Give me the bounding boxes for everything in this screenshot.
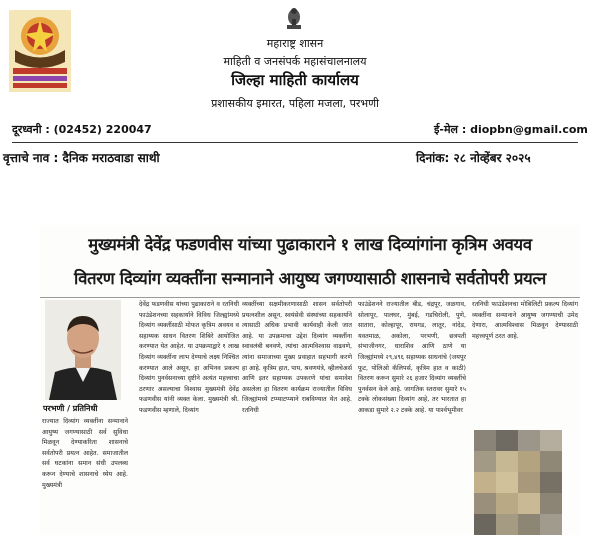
pixelated-image — [474, 430, 562, 535]
ashoka-emblem-icon — [284, 5, 304, 31]
letterhead-directorate: माहिती व जनसंपर्क महासंचालनालय — [223, 55, 367, 68]
letterhead-address: प्रशासकीय इमारत, पहिला मजला, परभणी — [211, 97, 379, 110]
clipping-date — [416, 149, 531, 166]
headline-line-1: मुख्यमंत्री देवेंद्र फडणवीस यांच्या पुढाकाराने १ लाख दिव्यांगांना कृत्रिम अवयव — [88, 235, 532, 254]
phone-number: (02452) 220047 — [53, 123, 152, 136]
article-column-4: फाउंडेशनने राज्यातील बीड, चंद्रपूर, जळगाव, सोलापूर, पालघर, मुंबई, गडचिरोली, पुणे, सातारा, कोल्हापूर, रायगड, लातूर, नांदेड, यवतमाळ, अकोला, परभणी, छत्रपती संभाजीनगर, धाराशिव आणि ठाणे या जिल्ह्यांमध्ये २९,४९६ सहाय्यक साधनांचे (जयपूर फूट, पोलिओ कॅलिपर्स, कृत्रिम हात व काठी) वितरण करून सुमारे २६ हजार दिव्यांग व्यक्तींचे पुनर्वसन केले आहे. जागतिक स्तरावर सुमारे १५ टक्के लोकसंख्या दिव्यांग आहे, तर भारतात हा आकडा सुमारे २.२ टक्के आहे. या पार्श्वभूमीवर — [358, 301, 466, 414]
newspaper-clipping — [40, 225, 580, 535]
article-column-1: राज्यात दिव्यांग व्यक्तींना सन्मानाने आयुष्य जगण्यासाठी सर्व सुविधा मिळवून देण्याकरिता शासनाचे सर्वतोपरी प्रयत्न आहेत. समाजातील सर्व घटकांना समान संधी उपलब्ध करून देण्याचे शासनाचे ध्येय आहे. मुख्यमंत्री — [42, 418, 128, 489]
email-address: diopbn@gmail.com — [470, 123, 588, 136]
headline-line-2: वितरण दिव्यांग व्यक्तींना सन्मानाने आयुष्य जगण्यासाठी शासनाचे सर्वतोपरी प्रयत्न — [74, 269, 546, 288]
date-value: २८ नोव्हेंबर २०२५ — [453, 151, 531, 165]
email-label: ई-मेल : — [434, 123, 467, 136]
letterhead — [0, 0, 590, 140]
letterhead-govt: महाराष्ट्र शासन — [266, 37, 324, 50]
chief-minister-photo — [45, 300, 121, 400]
source-label: वृत्ताचे नाव : — [3, 151, 59, 165]
newspaper-source — [3, 149, 160, 166]
letterhead-office: जिल्हा माहिती कार्यालय — [231, 71, 359, 89]
photo-caption: परभणी / प्रतिनिधी — [43, 404, 98, 413]
phone-label: दूरध्वनी : — [12, 123, 50, 136]
headline-divider — [40, 297, 580, 298]
article-column-2: देवेंद्र फडणवीस यांच्या पुढाकाराने व रतनिधी फाउंडेशनच्या सहकार्याने विविध जिल्ह्यांमध्ये दिव्यांग व्यक्तींसाठी मोफत कृत्रिम अवयव व सहाय्यक साधन वितरण शिबिरे आयोजित करण्यात येत आहेत. या उपक्रमाद्वारे १ लाख दिव्यांग व्यक्तींना लाभ देण्याचे लक्ष्य निश्चित करण्यात आले असून, हा अभिनव प्रकल्प दिव्यांग पुनर्वसनाच्या दृष्टीने अत्यंत महत्त्वाचा ठरणार असल्याचा विश्वास मुख्यमंत्री देवेंद्र फडणवीस यांनी व्यक्त केला. मुख्यमंत्री श्री. फडणवीस म्हणाले, दिव्यांग — [139, 301, 239, 414]
dgipr-logo — [9, 10, 71, 92]
letterhead-divider — [12, 142, 578, 143]
article-column-3: व्यक्तींच्या सक्षमीकरणासाठी शासन सर्वतोपरी प्रयत्नशील असून, स्वयंसेवी संस्थांच्या सहकार्याने त्यासाठी अधिक प्रभावी कार्यवाही केली जात आहे. या उपक्रमाचा उद्देश दिव्यांग व्यक्तींना स्वावलंबी बनवणे, त्यांचा आत्मविश्वास वाढवणे, त्यांना समाजाच्या मुख्य प्रवाहात सहभागी करणे हा आहे. कृत्रिम हात, पाय, श्रवणयंत्रे, व्हीलचेअर्स आणि इतर सहाय्यक उपकरणे यांचा समावेश असलेला हा वितरण कार्यक्रम राज्यातील विविध जिल्ह्यांमध्ये टप्प्याटप्प्याने राबविण्यात येत आहे. रतनिधी — [242, 301, 352, 414]
source-name: दैनिक मराठवाडा साथी — [62, 151, 160, 165]
date-label: दिनांक: — [416, 151, 450, 165]
article-column-5: रतनिधी फाउंडेशनचा मोबिलिटी प्रकल्प दिव्यांग व्यक्तींना सन्मानाने आयुष्य जगण्याची उमेद देणारा, आत्मविश्वास मिळवून देण्यासाठी महत्त्वपूर्ण ठरत आहे. — [472, 301, 578, 340]
email-line — [434, 122, 588, 137]
phone-line — [12, 122, 152, 137]
